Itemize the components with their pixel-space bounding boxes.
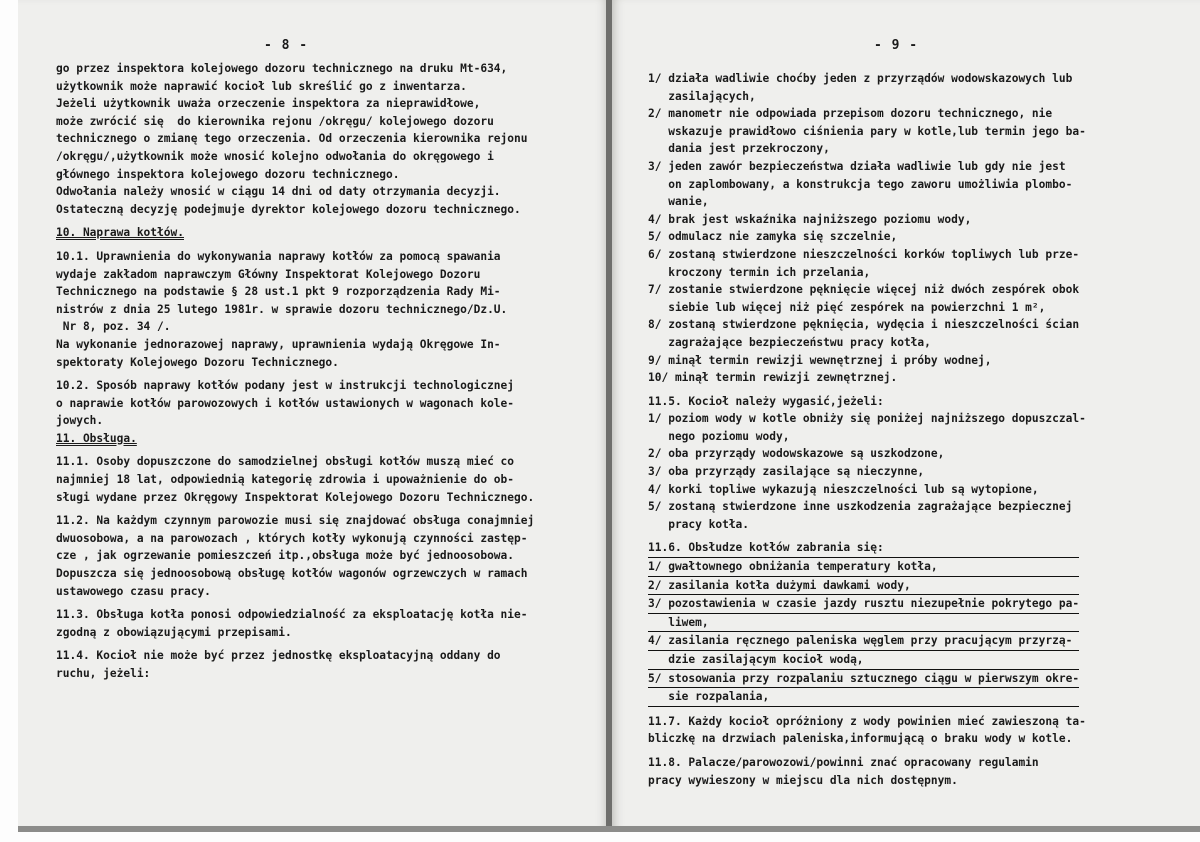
text-line: go przez inspektora kolejowego dozoru technicznego na druku Mt-634, <box>56 62 508 75</box>
text-line: wydaje zakładom naprawczym Główny Inspektorat Kolejowego Dozoru <box>56 267 481 281</box>
text-line: 5/ odmulacz nie zamyka się szczelnie, <box>648 230 898 244</box>
text-line: dzie zasilającym kocioł wodą, <box>648 651 1079 670</box>
text-line: 1/ gwałtownego obniżania temperatury kotła, <box>648 558 1079 577</box>
text-line: o naprawie kotłów parowozowych i kotłów ustawionych w wagonach kole- <box>56 396 515 410</box>
text-line: 11.8. Palacze/parowozowi/powinni znać opracowany regulamin <box>648 755 1039 769</box>
text-line: 11.1. Osoby dopuszczone do samodzielnej obsługi kotłów muszą mieć co <box>56 455 515 469</box>
page-body-text <box>56 60 534 683</box>
text-line: 2/ oba przyrządy wodowskazowe są uszkodzone, <box>648 447 945 461</box>
text-line: 1/ poziom wody w kotle obniży się poniżej najniższego dopuszczal- <box>648 412 1086 426</box>
text-line: może zwrócić się do kierownika rejonu /okręgu/ kolejowego dozoru <box>56 114 494 128</box>
text-line: Nr 8, poz. 34 /. <box>56 320 171 334</box>
text-line: 10.2. Sposób naprawy kotłów podany jest w instrukcji technologicznej <box>56 379 515 393</box>
page-number: - 9 - <box>874 38 919 53</box>
text-line: 3/ pozostawienia w czasie jazdy rusztu niezupełnie pokrytego pa- <box>648 595 1079 614</box>
text-line: 1/ działa wadliwie choćby jeden z przyrządów wodowskazowych lub <box>648 72 1073 85</box>
section-heading: 11. Obsługa. <box>56 431 137 445</box>
text-line: 5/ zostaną stwierdzone inne uszkodzenia zagrażające bezpiecznej <box>648 500 1073 514</box>
text-line: zasilających, <box>648 89 756 103</box>
text-line: kroczony termin ich przelania, <box>648 265 871 279</box>
text-line: 3/ oba przyrządy zasilające są nieczynne, <box>648 465 925 479</box>
text-line: pracy kotła. <box>648 517 750 531</box>
text-line: zagrażające bezpieczeństwu pracy kotła, <box>648 335 931 349</box>
text-line: /okręgu/,użytkownik może wnosić kolejno odwołania do okręgowego i <box>56 149 494 163</box>
text-line: wanie, <box>648 195 709 209</box>
text-line: 11.4. Kocioł nie może być przez jednostkę eksploatacyjną oddany do <box>56 649 501 663</box>
page-number: - 8 - <box>264 38 309 53</box>
text-line: sie rozpalania, <box>648 688 1079 707</box>
text-line: 11.3. Obsługa kotła ponosi odpowiedzialność za eksploatację kotła nie- <box>56 608 528 622</box>
text-line: ruchu, jeżeli: <box>56 667 151 680</box>
text-line: liwem, <box>648 614 1079 633</box>
text-line: 3/ jeden zawór bezpieczeństwa działa wadliwie lub gdy nie jest <box>648 159 1066 173</box>
text-line: głównego inspektora kolejowego dozoru technicznego. <box>56 167 400 181</box>
text-line: cze , jak ogrzewanie pomieszczeń itp.,obsługa może być jednoosobowa. <box>56 549 515 563</box>
text-line: sługi wydane przez Okręgowy Inspektorat Kolejowego Dozoru Technicznego. <box>56 490 535 504</box>
section-heading: 10. Naprawa kotłów. <box>56 226 184 240</box>
text-line: siebie lub więcej niż pięć zespórek na powierzchni 1 m², <box>648 300 1053 314</box>
text-line: Jeżeli użytkownik uważa orzeczenie inspektora za nieprawidłowe, <box>56 97 481 111</box>
text-line: Na wykonanie jednorazowej naprawy, uprawnienia wydają Okręgowe In- <box>56 337 501 351</box>
text-line: użytkownik może naprawić kocioł lub skreślić go z inwentarza. <box>56 79 467 93</box>
page-edge-shadow <box>18 826 1200 832</box>
text-line: dania jest przekroczony, <box>648 142 830 156</box>
text-line: 8/ zostaną stwierdzone pęknięcia, wydęcia i nieszczelności ścian <box>648 318 1080 332</box>
text-line: 11.6. Obsłudze kotłów zabrania się: <box>648 539 1079 558</box>
text-line: 2/ zasilania kotła dużymi dawkami wody, <box>648 577 1079 596</box>
text-line: 11.2. Na każdym czynnym parowozie musi się znajdować obsługa conajmniej <box>56 514 535 528</box>
text-line: nego poziomu wody, <box>648 429 790 443</box>
text-line: pracy wywieszony w miejscu dla nich dostępnym. <box>648 773 958 787</box>
text-line: 6/ zostaną stwierdzone nieszczelności korków topliwych lub prze- <box>648 247 1080 261</box>
text-line: zgodną z obowiązującymi przepisami. <box>56 625 292 639</box>
text-line: 11.7. Każdy kocioł opróżniony z wody powinien mieć zawieszoną ta- <box>648 714 1086 728</box>
text-line: 11.5. Kocioł należy wygasić,jeżeli: <box>648 394 884 408</box>
text-line: spektoraty Kolejowego Dozoru Technicznego. <box>56 355 339 369</box>
text-line: Dopuszcza się jednoosobową obsługę kotłów wagonów ogrzewczych w ramach <box>56 567 528 581</box>
text-line: Odwołania należy wnosić w ciągu 14 dni od daty otrzymania decyzji. <box>56 185 501 199</box>
text-line: bliczkę na drzwiach paleniska,informującą o braku wody w kotle. <box>648 732 1073 746</box>
text-line: najmniej 18 lat, odpowiednią kategorię zdrowia i upoważnienie do ob- <box>56 473 515 487</box>
text-line: 9/ minął termin rewizji wewnętrznej i próby wodnej, <box>648 353 992 367</box>
page-body-text <box>648 70 1119 789</box>
text-line: 2/ manometr nie odpowiada przepisom dozoru technicznego, nie <box>648 107 1053 121</box>
text-line: 4/ korki topliwe wykazują nieszczelności lub są wytopione, <box>648 482 1039 496</box>
text-line: jowych. <box>56 414 104 428</box>
text-line: 7/ zostanie stwierdzone pęknięcie więcej niż dwóch zespórek obok <box>648 283 1080 297</box>
text-line: nistrów z dnia 25 lutego 1981r. w sprawie dozoru technicznego/Dz.U. <box>56 302 508 316</box>
text-line: 4/ brak jest wskaźnika najniższego poziomu wody, <box>648 212 972 226</box>
text-line: 5/ stosowania przy rozpalaniu sztucznego ciągu w pierwszym okre- <box>648 670 1079 689</box>
text-line: technicznego o zmianę tego orzeczenia. Od orzeczenia kierownika rejonu <box>56 132 528 146</box>
text-line: 4/ zasilania ręcznego paleniska węglem przy pracującym przyrzą- <box>648 632 1079 651</box>
page-left <box>18 0 608 830</box>
page-right <box>612 0 1200 830</box>
text-line: on zaplombowany, a konstrukcja tego zaworu umożliwia plombo- <box>648 177 1073 191</box>
text-line: 10.1. Uprawnienia do wykonywania naprawy kotłów za pomocą spawania <box>56 249 501 263</box>
text-line: wskazuje prawidłowo ciśnienia pary w kotle,lub termin jego ba- <box>648 124 1086 138</box>
text-line: Ostateczną decyzję podejmuje dyrektor kolejowego dozoru technicznego. <box>56 202 521 216</box>
text-line: dwuosobowa, a na parowozach , których kotły wykonują czynności zastęp- <box>56 531 528 545</box>
text-line: Technicznego na podstawie § 28 ust.1 pkt 9 rozporządzenia Rady Mi- <box>56 285 501 299</box>
text-line: 10/ minął termin rewizji zewnętrznej. <box>648 371 898 385</box>
text-line: ustawowego czasu pracy. <box>56 584 211 598</box>
